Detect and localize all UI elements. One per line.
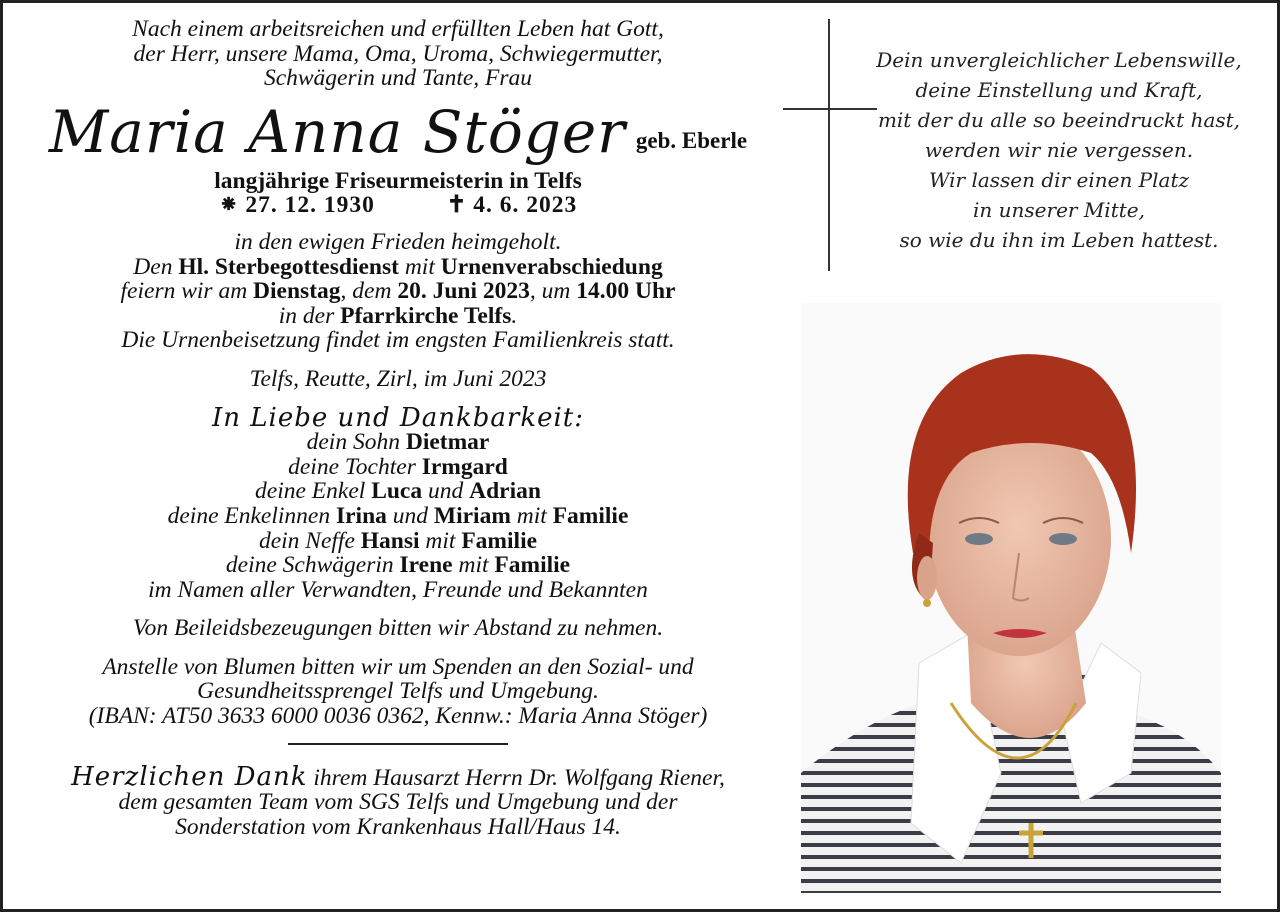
poem	[873, 45, 1245, 255]
intro-line: Nach einem arbeitsreichen und erfüllten Leben hat Gott,	[132, 16, 664, 42]
intro-line: Schwägerin und Tante, Frau	[263, 65, 533, 92]
poem-line: werden wir nie vergessen.	[924, 138, 1194, 162]
intro-line: der Herr, unsere Mama, Oma, Uroma, Schwiegermutter,	[133, 40, 663, 67]
mourner-row: deine Tochter Irmgard	[288, 453, 508, 480]
deceased-name: Maria Anna Stöger	[48, 97, 626, 166]
service-line-1: in den ewigen Frieden heimgeholt.	[234, 228, 562, 255]
service-line-4: in der Pfarrkirche Telfs.	[278, 302, 518, 329]
cross-icon-vertical	[828, 19, 830, 271]
mourners-heading: In Liebe und Dankbarkeit:	[211, 402, 585, 433]
service-line-5: Die Urnenbeisetzung findet im engsten Familienkreis statt.	[121, 327, 675, 354]
life-dates	[3, 193, 793, 218]
thanks-line-2: dem gesamten Team vom SGS Telfs und Umgebung und der	[118, 789, 678, 816]
poem-line: mit der du alle so beeindruckt hast,	[877, 108, 1241, 132]
mourner-row: deine Enkel Luca und Adrian	[255, 478, 541, 505]
thanks-line-1: Herzlichen Dank ihrem Hausarzt Herrn Dr. Wolfgang Riener,	[71, 761, 725, 792]
donation-line: Gesundheitssprengel Telfs und Umgebung.	[197, 678, 599, 705]
service-line-3: feiern wir am Dienstag, dem 20. Juni 2023, um 14.00 Uhr	[120, 278, 676, 305]
birth-date: 27. 12. 1930	[245, 192, 375, 219]
occupation: langjährige Friseurmeisterin in Telfs	[214, 167, 582, 194]
donation-line: Anstelle von Blumen bitten wir um Spenden an den Sozial- und	[102, 653, 694, 680]
poem-line: Dein unvergleichlicher Lebenswille,	[876, 48, 1242, 72]
main-text-column	[3, 17, 793, 839]
poem-line: Wir lassen dir einen Platz	[928, 168, 1190, 192]
birth-name: geb. Eberle	[635, 127, 748, 153]
place-date: Telfs, Reutte, Zirl, im Juni 2023	[249, 365, 547, 392]
portrait-photo	[801, 303, 1221, 893]
poem-line: so wie du ihn im Leben hattest.	[899, 228, 1219, 252]
service-line-2: Den Hl. Sterbegottesdienst mit Urnenverabschiedung	[133, 253, 663, 280]
born-symbol-icon: ⁕	[218, 192, 240, 219]
death-date: 4. 6. 2023	[473, 192, 578, 219]
mourner-row: im Namen aller Verwandten, Freunde und Bekannten	[148, 576, 648, 603]
donation-line: (IBAN: AT50 3633 6000 0036 0362, Kennw.: Maria Anna Stöger)	[88, 703, 708, 730]
deceased-name-row	[3, 99, 793, 167]
cross-icon-horizontal	[783, 108, 877, 110]
cross-icon: ✝	[446, 192, 468, 219]
mourner-row: dein Neffe Hansi mit Familie	[258, 527, 538, 554]
mourner-row: deine Schwägerin Irene mit Familie	[225, 552, 571, 579]
thanks-line-3: Sonderstation vom Krankenhaus Hall/Haus 14.	[175, 813, 621, 840]
condolence-note: Von Beileidsbezeugungen bitten wir Abstand zu nehmen.	[132, 615, 664, 642]
poem-line: in unserer Mitte,	[973, 198, 1145, 222]
portrait-illustration	[801, 303, 1221, 893]
mourner-row: dein Sohn Dietmar	[306, 429, 490, 456]
poem-line: deine Einstellung und Kraft,	[915, 78, 1203, 102]
mourner-row: deine Enkelinnen Irina und Miriam mit Familie	[167, 502, 629, 529]
divider	[288, 743, 508, 745]
